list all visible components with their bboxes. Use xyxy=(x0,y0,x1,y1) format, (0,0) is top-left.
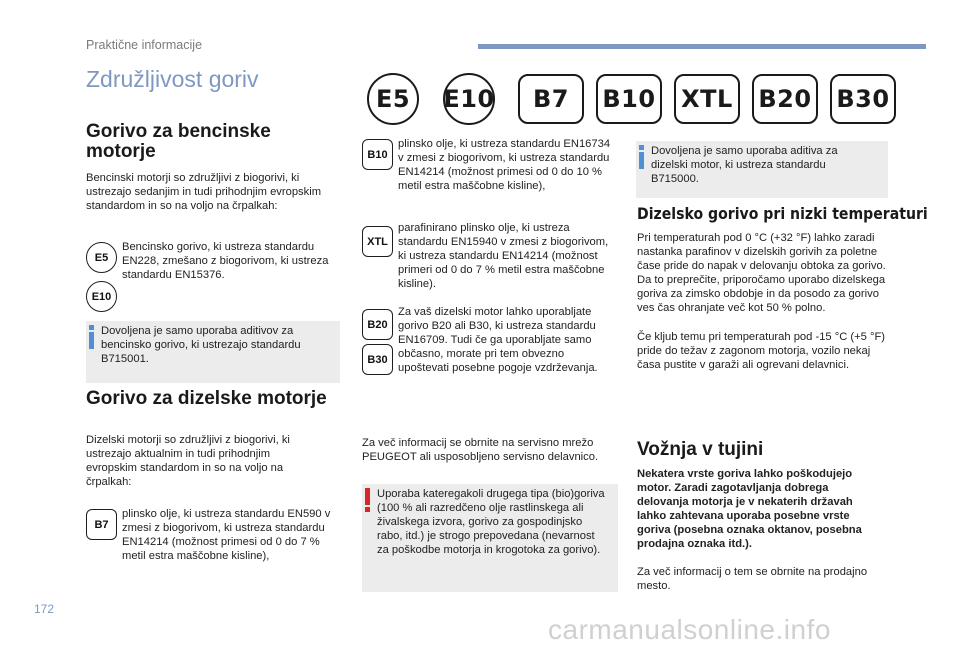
abroad-heading: Vožnja v tujini xyxy=(637,439,764,460)
diesel-info-text: Dovoljena je samo uporaba aditiva za dizelski motor, ki ustreza standardu B715000. xyxy=(651,145,838,185)
petrol-info-text: Dovoljena je samo uporaba aditivov za bencinsko gorivo, ki ustrezajo standardu B715001. xyxy=(101,325,301,365)
e5-e10-text: Bencinsko gorivo, ki ustreza standardu EN228, zmešano z biogorivom, ki ustreza standardu EN15376. xyxy=(122,241,329,281)
fuel-label-b30: B30 xyxy=(830,74,896,124)
fuel-label-xtl: XTL xyxy=(674,74,740,124)
b7-text: plinsko olje, ki ustreza standardu EN590 v zmesi z biogorivom, ki ustreza standardu EN14214 (možnost primesi od 0 do 7 % metil estra maščobne kisline), xyxy=(122,508,331,562)
e10-badge: E10 xyxy=(86,281,117,312)
header-bar xyxy=(478,44,926,49)
info-icon xyxy=(639,145,644,169)
warning-icon xyxy=(365,488,370,512)
fuel-label-e5: E5 xyxy=(367,73,419,125)
page-number: 172 xyxy=(34,602,55,616)
fuel-label-b10: B10 xyxy=(596,74,662,124)
info-icon xyxy=(89,325,94,349)
more-info-text: Za več informacij se obrnite na servisno mrežo PEUGEOT ali usposobljeno servisno delavnico. xyxy=(362,437,599,463)
petrol-info-box xyxy=(86,321,340,383)
b10-badge: B10 xyxy=(362,139,393,170)
e5-badge: E5 xyxy=(86,242,117,273)
warning-text: Uporaba kateregakoli drugega tipa (bio)goriva (100 % ali razredčeno olje rastlinskega ali živalskega izvora, gorivo za gospodinjsko rabo, itd.) je strogo prepovedana (nevarnost za poškodbe motorja in krogotoka za gorivo). xyxy=(377,488,605,556)
lowtemp-text-2: Če kljub temu pri temperaturah pod -15 °C (+5 °F) pride do težav z zagonom motorja, vozilo nekaj časa pustite v garaži ali ogrevani delavnici. xyxy=(637,331,886,371)
b10-text: plinsko olje, ki ustreza standardu EN16734 v zmesi z biogorivom, ki ustreza standardu EN14214 (možnost primesi od 0 do 10 % metil estra maščobne kisline), xyxy=(398,138,611,192)
petrol-heading: Gorivo za bencinske motorje xyxy=(86,121,271,162)
watermark: carmanualsonline.info xyxy=(548,614,831,645)
page-title: Združljivost goriv xyxy=(86,66,259,92)
lowtemp-text: Pri temperaturah pod 0 °C (+32 °F) lahko zaradi nastanka parafinov v dizelskih gorivih za poletne čase pride do napak v delovanju obtoka za gorivo. Da to preprečite, priporočamo uporabo dizelskega goriva za zimsko obdobje in da posodo za gorivo ves čas ohranjate več kot 50 % polno. xyxy=(637,232,886,314)
warning-box xyxy=(362,484,618,592)
abroad-text: Za več informacij o tem se obrnite na prodajno mesto. xyxy=(637,566,868,592)
section-header: Praktične informacije xyxy=(86,38,203,52)
diesel-heading: Gorivo za dizelske motorje xyxy=(86,388,327,409)
b20-badge: B20 xyxy=(362,309,393,340)
fuel-label-b7: B7 xyxy=(518,74,584,124)
b20-b30-text: Za vaš dizelski motor lahko uporabljate gorivo B20 ali B30, ki ustreza standardu EN16709. Tudi če ga uporabljate samo občasno, morate pri tem obvezno upoštevati posebne pogoje vzdrževanja. xyxy=(398,306,598,374)
petrol-intro: Bencinski motorji so združljivi z biogorivi, ki ustrezajo sedanjim in tudi prihodnjim evropskim standardom in so na voljo na črpalkah: xyxy=(86,172,322,212)
diesel-info-box xyxy=(636,141,888,198)
b7-badge: B7 xyxy=(86,509,117,540)
fuel-label-e10: E10 xyxy=(443,73,495,125)
xtl-text: parafinirano plinsko olje, ki ustreza standardu EN15940 v zmesi z biogorivom, ki ustreza standardu EN14214 (možnost primeri od 0 do 7 % metil estra maščobne kisline). xyxy=(398,222,609,290)
b30-badge: B30 xyxy=(362,344,393,375)
abroad-bold-text: Nekatera vrste goriva lahko poškodujejo motor. Zaradi zagotavljanja dobrega delovanja motorja je v nekaterih državah lahko zahtevana uporaba posebne vrste goriva (posebna oznaka oktanov, posebna prodajna oznaka itd.). xyxy=(637,468,862,550)
xtl-badge: XTL xyxy=(362,226,393,257)
fuel-label-b20: B20 xyxy=(752,74,818,124)
diesel-intro: Dizelski motorji so združljivi z biogorivi, ki ustrezajo aktualnim in tudi prihodnjim evropskim standardom in so na voljo na črpalkah: xyxy=(86,434,290,488)
lowtemp-heading: Dizelsko gorivo pri nizki temperaturi xyxy=(637,204,928,223)
